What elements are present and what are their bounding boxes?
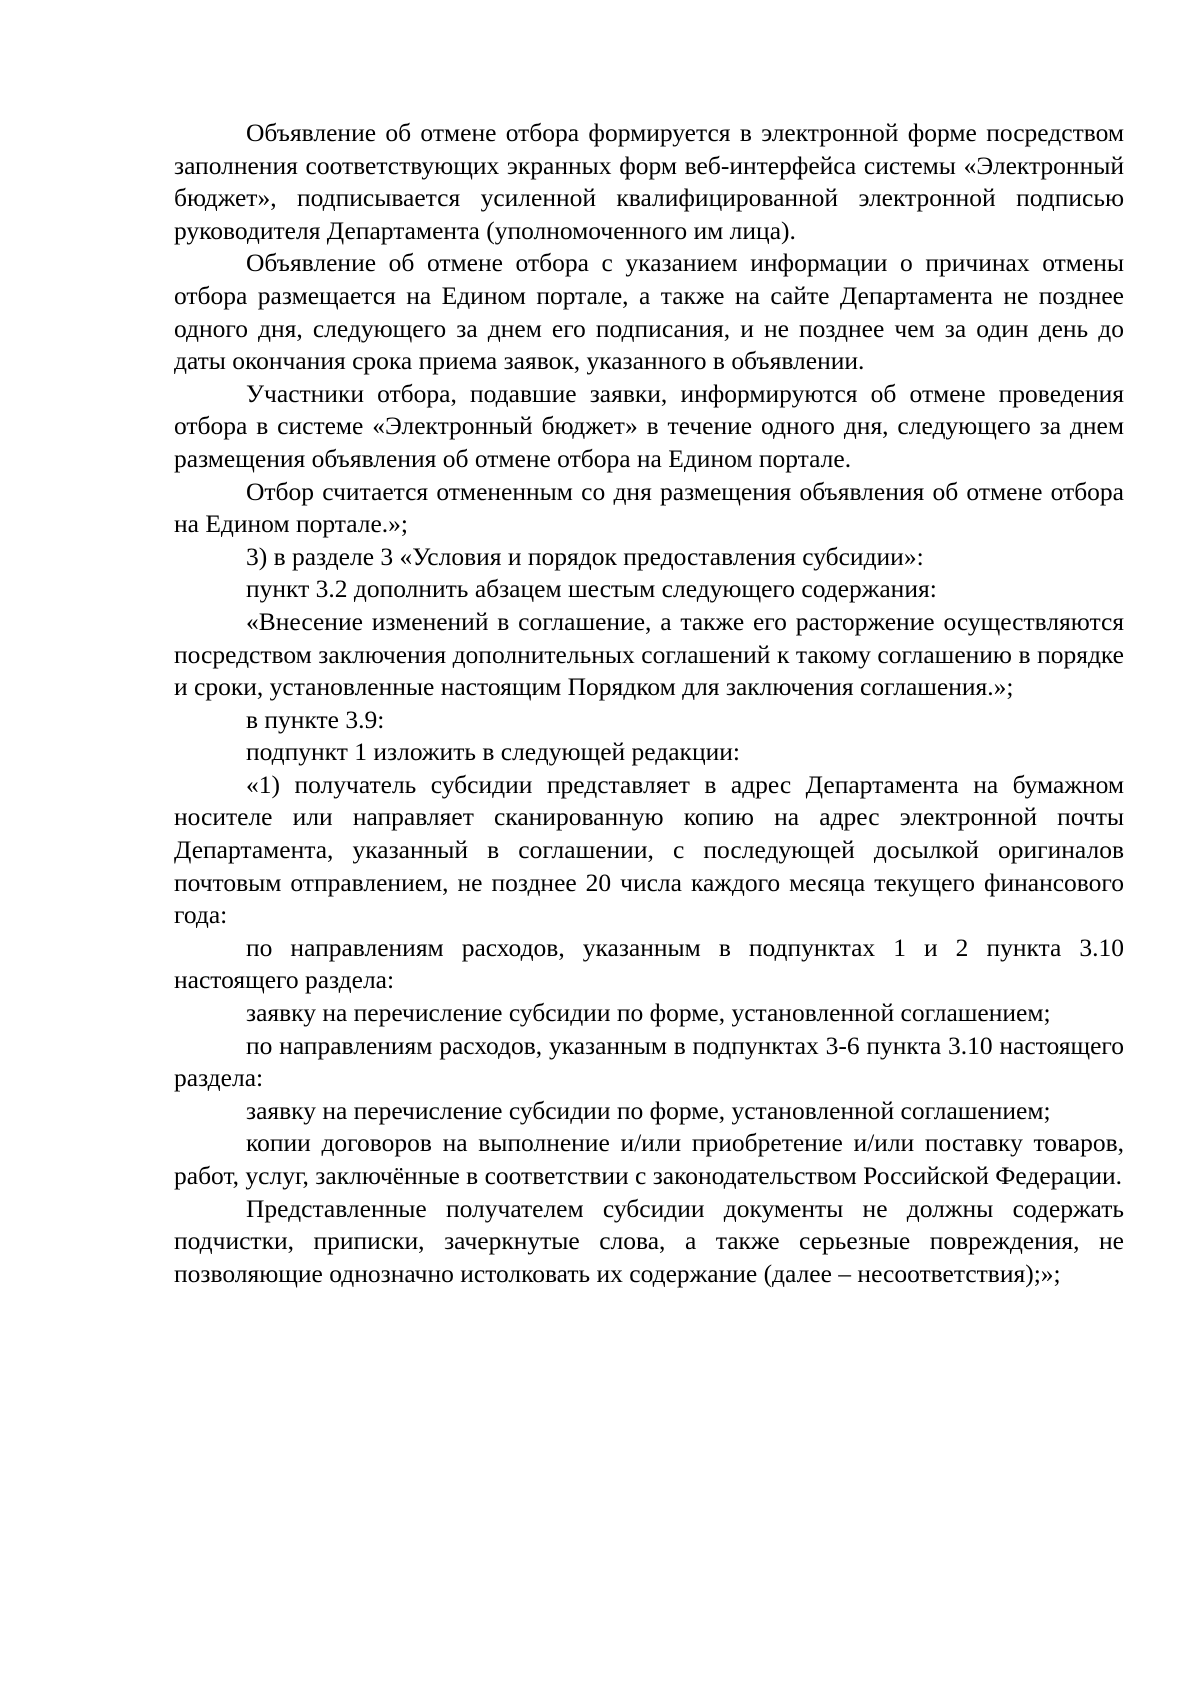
paragraph: 3) в разделе 3 «Условия и порядок предоставления субсидии»: — [246, 541, 924, 571]
paragraph: по направлениям расходов, указанным в подпунктах 3-6 пункта 3.10 настоящего раздела: — [174, 1030, 1124, 1093]
paragraph: Объявление об отмене отбора формируется в электронной форме посредством заполнения соответствующих экранных форм веб-интерфейса системы «Электронный бюджет», подписывается усиленной квалифицированной электронной подписью руководителя Департамента (уполномоченного им лица). — [174, 118, 1124, 245]
paragraph: «1) получатель субсидии представляет в адрес Департамента на бумажном носителе или направляет сканированную копию на адрес электронной почты Департамента, указанный в соглашении, с последующей досылкой оригиналов почтовым отправлением, не позднее 20 числа каждого месяца текущего финансового года: — [174, 769, 1124, 930]
paragraph: Объявление об отмене отбора с указанием информации о причинах отмены отбора размещается на Едином портале, а также на сайте Департамента не позднее одного дня, следующего за днем его подписания, и не позднее чем за один день до даты окончания срока приема заявок, указанного в объявлении. — [174, 248, 1124, 376]
paragraph: подпункт 1 изложить в следующей редакции: — [246, 737, 740, 767]
paragraph: заявку на перечисление субсидии по форме, установленной соглашением; — [246, 1095, 1051, 1125]
paragraph: пункт 3.2 дополнить абзацем шестым следующего содержания: — [246, 574, 937, 604]
paragraph: по направлениям расходов, указанным в подпунктах 1 и 2 пункта 3.10 настоящего раздела: — [174, 932, 1124, 995]
paragraph: Отбор считается отмененным со дня размещения объявления об отмене отбора на Едином портале.»; — [174, 476, 1124, 539]
paragraph: Участники отбора, подавшие заявки, информируются об отмене проведения отбора в системе «Электронный бюджет» в течение одного дня, следующего за днем размещения объявления об отмене отбора на Едином портале. — [174, 378, 1124, 473]
paragraph: в пункте 3.9: — [246, 704, 385, 734]
paragraph: копии договоров на выполнение и/или приобретение и/или поставку товаров, работ, услуг, заключённые в соответствии с законодательством Российской Федерации. — [174, 1128, 1124, 1190]
paragraph: Представленные получателем субсидии документы не должны содержать подчистки, приписки, зачеркнутые слова, а также серьезные повреждения, не позволяющие однозначно истолковать их содержание (далее – несоответствия);»; — [174, 1193, 1124, 1288]
paragraph: заявку на перечисление субсидии по форме, установленной соглашением; — [246, 998, 1051, 1028]
paragraph: «Внесение изменений в соглашение, а также его расторжение осуществляются посредством заключения дополнительных соглашений к такому соглашению в порядке и сроки, установленные настоящим Порядком для заключения соглашения.»; — [174, 606, 1124, 702]
document-body — [174, 117, 1124, 1290]
